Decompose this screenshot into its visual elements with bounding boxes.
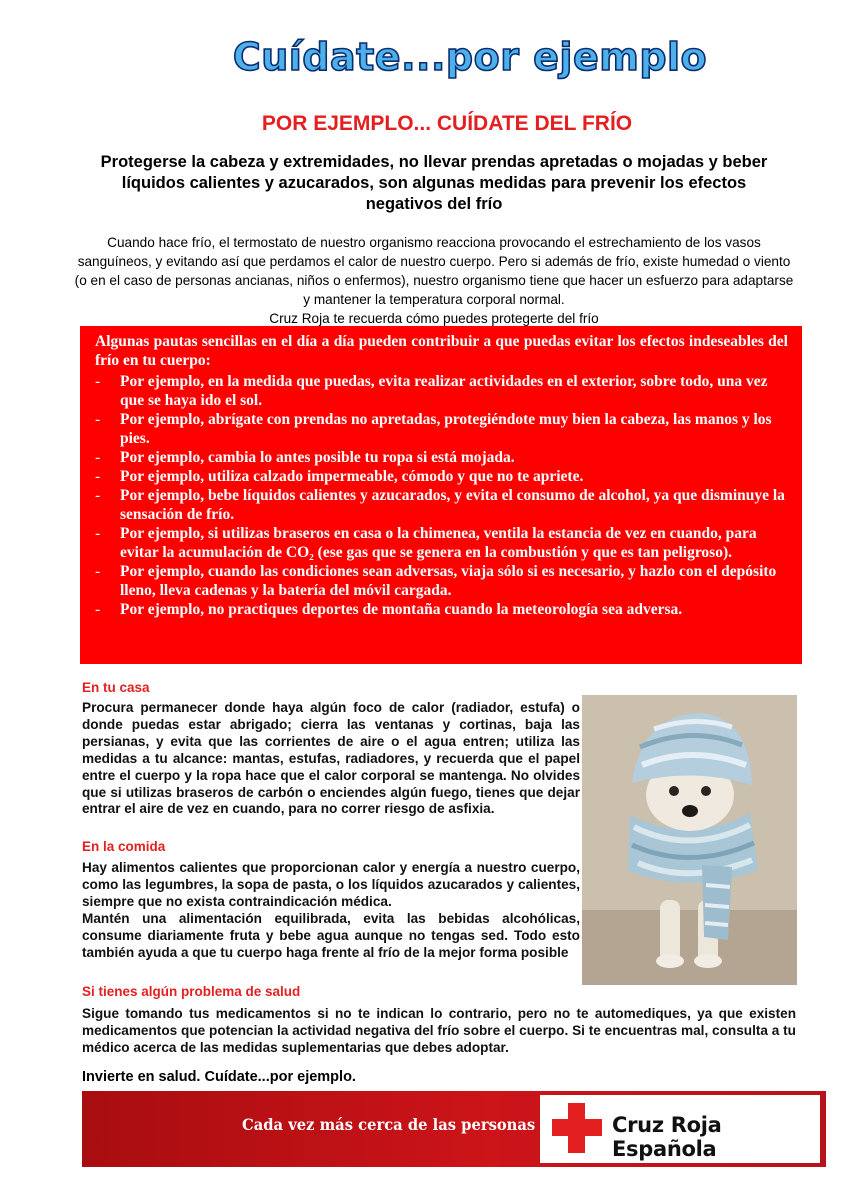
bullet-dash: - — [95, 563, 101, 580]
intro-block — [72, 233, 796, 328]
heading-en-la-comida: En la comida — [82, 839, 166, 854]
bullet-dash: - — [95, 449, 101, 466]
tip-item — [95, 448, 788, 467]
red-cross-icon-bar — [552, 1119, 602, 1136]
dog-in-scarf-illustration — [582, 695, 797, 985]
tips-intro: Algunas pautas sencillas en el día a día pueden contribuir a que puedas evitar los efectos indeseables del frío en tu cuerpo: — [95, 333, 788, 369]
dog-photo — [582, 695, 797, 985]
poster-subtitle: POR EJEMPLO... CUÍDATE DEL FRÍO — [261, 112, 633, 135]
tip-text: Por ejemplo, en la medida que puedas, evita realizar actividades en el exterior, sobre todo, una vez que se haya ido el sol. — [120, 373, 768, 409]
intro-text: Cuando hace frío, el termostato de nuestro organismo reacciona provocando el estrechamiento de los vasos sanguíneos, y evitando así que perdamos el calor de nuestro cuerpo. Pero si además de frío, existe humedad o viento (o en el caso de personas ancianas, niños o enfermos), nuestro organismo tiene que hacer un esfuerzo para adaptarse y mantener la temperatura corporal normal. — [74, 235, 794, 307]
bullet-dash: - — [95, 601, 101, 618]
logo-text: Cruz Roja Española — [612, 1113, 722, 1161]
bullet-dash: - — [95, 525, 101, 542]
bullet-dash: - — [95, 411, 101, 428]
bullet-dash: - — [95, 487, 101, 504]
tip-item — [95, 372, 788, 410]
tip-item — [95, 600, 788, 619]
paragraph-comida-2: Mantén una alimentación equilibrada, evita las bebidas alcohólicas, consume diariamente fruta y bebe agua aunque no tengas sed. Todo esto también ayuda a que tu cuerpo haga frente al frío de la mejor forma posible — [82, 911, 580, 960]
tip-text: Por ejemplo, abrígate con prendas no apretadas, protegiéndote muy bien la cabeza, las manos y los pies. — [120, 411, 772, 447]
tips-list — [95, 372, 788, 619]
tip-text: Por ejemplo, bebe líquidos calientes y azucarados, y evita el consumo de alcohol, ya que disminuye la sensación de frío. — [120, 487, 785, 523]
lead-paragraph: Protegerse la cabeza y extremidades, no llevar prendas apretadas o mojadas y beber líquidos calientes y azucarados, son algunas medidas para prevenir los efectos negativos del frío — [100, 153, 768, 213]
tip-item — [95, 486, 788, 524]
tip-text: Por ejemplo, cambia lo antes posible tu ropa si está mojada. — [120, 449, 515, 466]
heading-en-tu-casa: En tu casa — [82, 680, 150, 695]
heading-problema-salud: Si tienes algún problema de salud — [82, 984, 301, 999]
poster-title: Cuídate...por ejemplo — [232, 35, 708, 79]
cruz-roja-logo — [540, 1095, 820, 1163]
closing-line: Invierte en salud. Cuídate...por ejemplo. — [82, 1069, 356, 1085]
tips-box — [80, 326, 802, 664]
tip-item — [95, 524, 788, 562]
tip-item — [95, 410, 788, 448]
tip-item — [95, 467, 788, 486]
paragraph-comida-1: Hay alimentos calientes que proporcionan calor y energía a nuestro cuerpo, como las legumbres, la sopa de pasta, o los líquidos azucarados y calientes, siempre que no exista contraindicación médica. — [82, 860, 580, 909]
paragraph-en-tu-casa: Procura permanecer donde haya algún foco de calor (radiador, estufa) o donde puedas estar abrigado; cierra las ventanas y cortinas, baja las persianas, y evita que las corrientes de aire o el agua entren; utiliza las medidas a tu alcance: mantas, estufas, radiadores, y recuerda que el papel entre el cuerpo y la ropa hace que el calor corporal se mantenga. No olvides que si utilizas braseros de carbón o enciendes algún fuego, tienes que dejar entrar el aire de vez en cuando, para no correr riesgo de asfixia. — [82, 700, 580, 817]
footer-banner — [82, 1091, 826, 1167]
tip-text: Por ejemplo, si utilizas braseros en casa o la chimenea, ventila la estancia de vez en cuando, para evitar la acumulación de CO₂ (ese gas que se genera en la combustión y que es tan peligroso). — [120, 525, 757, 561]
intro-reminder: Cruz Roja te recuerda cómo puedes protegerte del frío — [269, 311, 599, 326]
tip-text: Por ejemplo, no practiques deportes de montaña cuando la meteorología sea adversa. — [120, 601, 683, 618]
footer-slogan: Cada vez más cerca de las personas — [242, 1115, 536, 1134]
tip-text: Por ejemplo, utiliza calzado impermeable, cómodo y que no te apriete. — [120, 468, 584, 485]
tip-item — [95, 562, 788, 600]
bullet-dash: - — [95, 468, 101, 485]
paragraph-problema-salud: Sigue tomando tus medicamentos si no te indican lo contrario, pero no te automediques, ya que existen medicamentos que potencian la actividad negativa del frío sobre el cuerpo. Si te encuentras mal, consulta a tu médico acerca de las medidas suplementarias que debes adoptar. — [82, 1006, 796, 1055]
tip-text: Por ejemplo, cuando las condiciones sean adversas, viaja sólo si es necesario, y hazlo con el depósito lleno, lleva cadenas y la batería del móvil cargada. — [120, 563, 777, 599]
bullet-dash: - — [95, 373, 101, 390]
